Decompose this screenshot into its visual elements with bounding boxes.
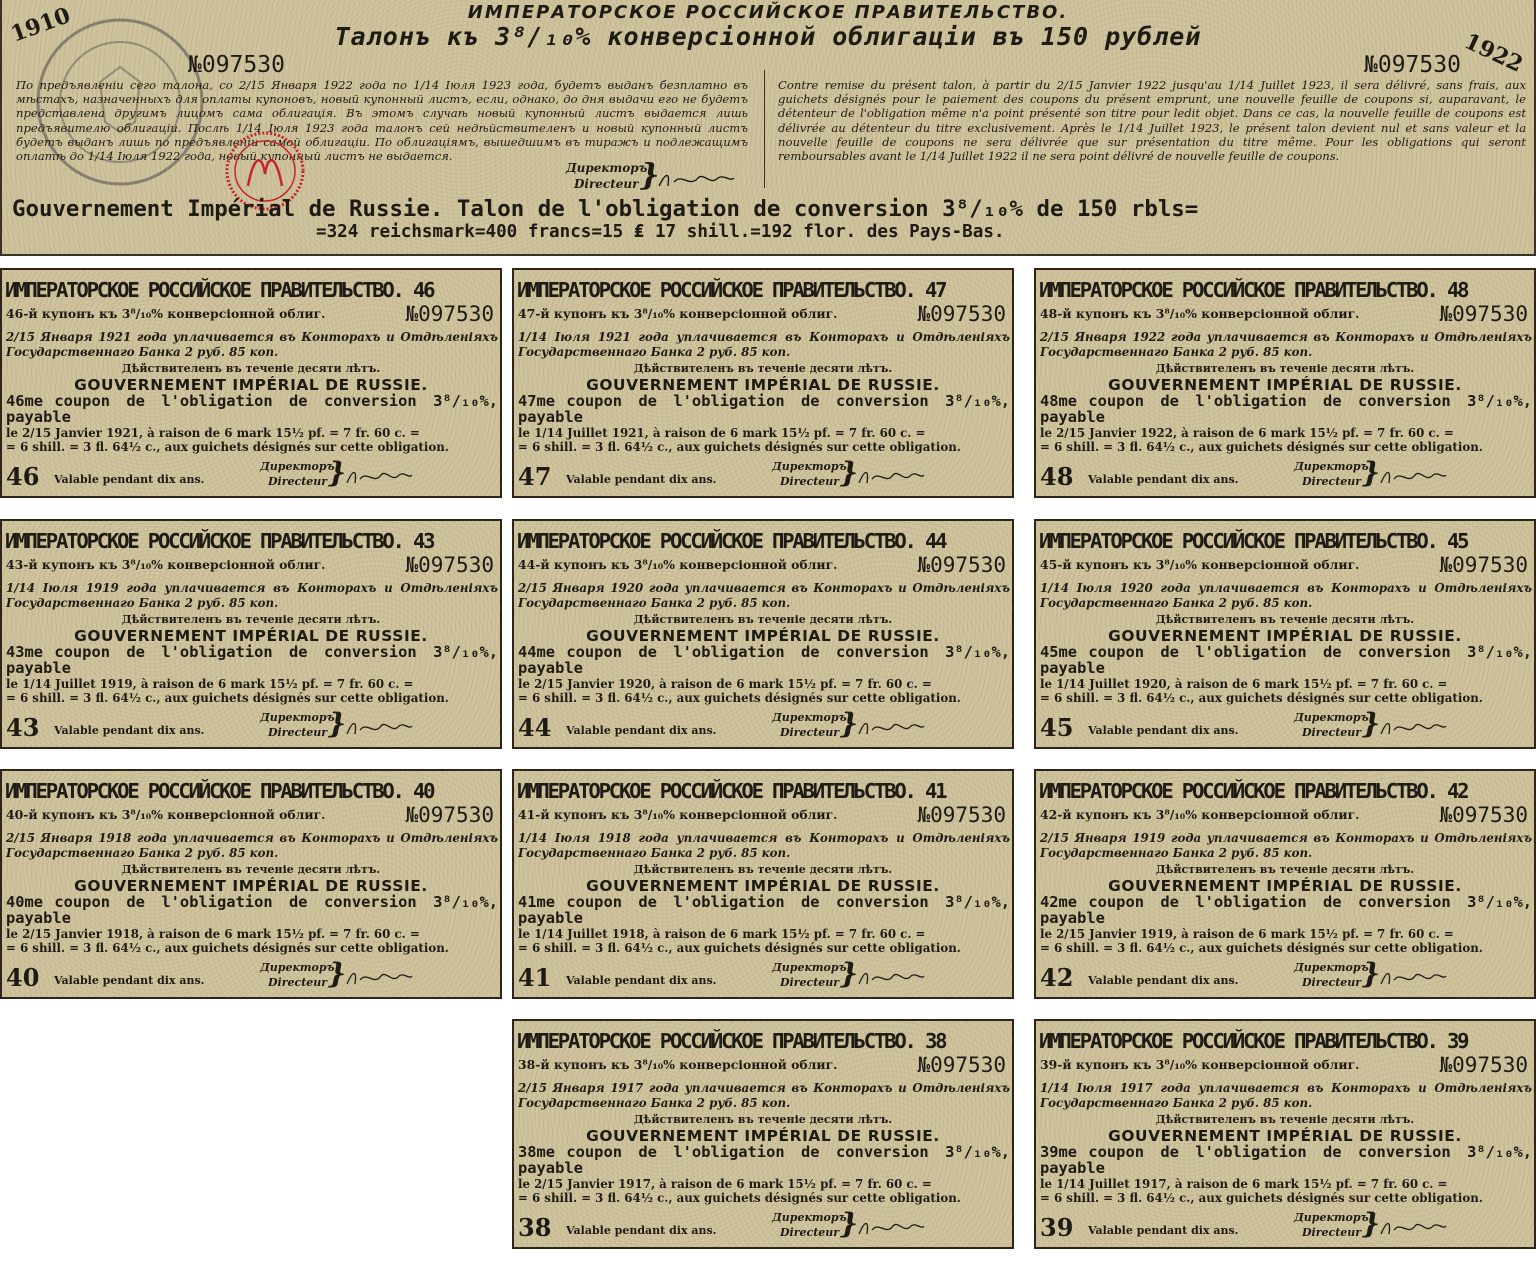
director-label-fr: Directeur [780,475,840,488]
coupon-director-signature [772,957,972,995]
coupon-payable-ru-text: уплачивается въ Конторахъ и Отдѣленіяхъ Государственнаго Банка 2 руб. 85 коп. [518,330,1011,359]
coupon-date-ru: 2/15 Января 1918 года [6,831,168,845]
talon-equivalence: =324 reichsmark=400 francs=15 ₤ 17 shill.=192 flor. des Pays-Bas. [316,222,1005,242]
coupon-rest-fr: coupon de l'obligation de conversion 3⁸/₁₀%, payable [1040,893,1533,927]
coupon-date-fr: le 2/15 Janvier 1920 [518,676,651,691]
coupon-number: 41 [518,963,552,992]
coupon-serial-number: №097530 [917,553,1006,577]
coupon-government-fr: GOUVERNEMENT IMPÉRIAL DE RUSSIE. [1108,376,1462,394]
coupon-number: 44 [518,713,552,742]
coupon-date-fr: le 1/14 Juillet 1919 [6,676,133,691]
coupon-date-fr: le 2/15 Janvier 1919 [1040,926,1173,941]
coupon-last-fr: = 6 shill. = 3 fl. 64½ c., aux guichets désignés sur cette obligation. [6,941,449,956]
coupon-valid-ru: Дѣйствителенъ въ теченіе десяти лѣтъ. [121,863,381,876]
coupon-government-ru: ИМПЕРАТОРСКОЕ РОССИЙСКОЕ ПРАВИТЕЛЬСТВО. [1039,278,1437,302]
director-label-ru: Директоръ [260,711,335,724]
coupon-header [5,529,433,553]
coupon-ordinal-fr: 41me [518,893,556,911]
coupon-director-signature [260,957,460,995]
coupon-46 [0,268,502,498]
coupon-text-fr [1040,1145,1532,1206]
coupon-government-fr: GOUVERNEMENT IMPÉRIAL DE RUSSIE. [74,376,428,394]
coupon-number: 39 [1040,1213,1074,1242]
director-label-ru: Директоръ [1294,460,1369,473]
coupon-valid-ru: Дѣйствителенъ въ теченіе десяти лѣтъ. [633,613,893,626]
coupon-header-number: 42 [1446,779,1468,803]
director-label-ru: Директоръ [260,460,335,473]
coupon-valid-fr: Valable pendant dix ans. [1088,974,1239,987]
coupon-header-number: 43 [412,529,434,553]
coupon-government-fr: GOUVERNEMENT IMPÉRIAL DE RUSSIE. [586,376,940,394]
coupon-payable-ru-text: уплачивается въ Конторахъ и Отдѣленіяхъ Государственнаго Банка 2 руб. 85 коп. [6,831,498,860]
coupon-rest-fr: coupon de l'obligation de conversion 3⁸/₁₀%, payable [6,643,499,677]
coupon-rest-fr: coupon de l'obligation de conversion 3⁸/₁₀%, payable [518,392,1011,426]
signature-icon [1378,1217,1448,1239]
coupon-valid-fr: Valable pendant dix ans. [54,473,205,486]
coupon-rate-fr: , à raison de 6 mark 15½ pf. = 7 fr. 60 c. = [1172,926,1454,941]
coupon-last-fr: = 6 shill. = 3 fl. 64½ c., aux guichets désignés sur cette obligation. [518,691,961,706]
coupon-48 [1034,268,1536,498]
coupon-serial-number: №097530 [917,1053,1006,1077]
coupon-last-fr: = 6 shill. = 3 fl. 64½ c., aux guichets désignés sur cette obligation. [518,1191,961,1206]
talon-divider [764,70,765,188]
coupon-date-fr: le 1/14 Juillet 1917 [1040,1176,1167,1191]
coupon-header [1039,779,1467,803]
coupon-date-ru: 1/14 Іюля 1917 года [1040,1081,1191,1095]
coupon-payable-ru-text: уплачивается въ Конторахъ и Отдѣленіяхъ Государственнаго Банка 2 руб. 85 коп. [518,581,1010,610]
coupon-director-signature [260,456,460,494]
coupon-text-fr [6,394,498,455]
coupon-43 [0,519,502,749]
signature-icon [1378,717,1448,739]
talon-number-left: №097530 [188,52,285,78]
talon-director-signature [564,158,764,197]
brace-icon: } [840,707,859,740]
coupon-valid-ru: Дѣйствителенъ въ теченіе десяти лѣтъ. [1155,863,1415,876]
director-label-fr: Directeur [574,177,639,191]
coupon-text-fr [6,645,498,706]
talon-text-fr: Contre remise du présent talon, à partir du 2/15 Janvier 1922 jusqu'au 1/14 Juillet 1923, il sera délivré, sans frais, aux guichets désignés pour le paiement des coupons du présent emprunt, une nouvelle feuille de coupons si, auparavant, le détenteur de l'obligation même n'a point présenté son titre pour ledit objet. Dans ce cas, la nouvelle feuille de coupons est délivrée au détenteur du titre exclusivement. Après le 1/14 Juillet 1923, le présent talon devient nul et sans valeur et la nouvelle feuille de coupons ne sera délivrée que sur présentation du titre même. Pour les obligations qui seront remboursables avant le 1/14 Juillet 1922 il ne sera point délivré de nouvelle feuille de coupons. [778,78,1526,164]
coupon-payable-ru-text: уплачивается въ Конторахъ и Отдѣленіяхъ Государственнаго Банка 2 руб. 85 коп. [1040,831,1532,860]
coupon-title: 43-й купонъ къ 3⁸/₁₀% конверсіонной облиг. [6,557,326,572]
coupon-ordinal-fr: 39me [1040,1143,1078,1161]
coupon-valid-ru: Дѣйствителенъ въ теченіе десяти лѣтъ. [633,362,893,375]
director-label-fr: Directeur [780,1226,840,1239]
coupon-government-ru: ИМПЕРАТОРСКОЕ РОССИЙСКОЕ ПРАВИТЕЛЬСТВО. [517,779,915,803]
director-label-ru: Директоръ [1294,1211,1369,1224]
coupon-47 [512,268,1014,498]
coupon-ordinal-fr: 43me [6,643,44,661]
coupon-valid-ru: Дѣйствителенъ въ теченіе десяти лѣтъ. [1155,1113,1415,1126]
director-label-ru: Директоръ [772,711,847,724]
director-label-fr: Directeur [268,726,328,739]
coupon-last-fr: = 6 shill. = 3 fl. 64½ c., aux guichets désignés sur cette obligation. [518,440,961,455]
coupon-header-number: 39 [1446,1029,1468,1053]
coupon-payable-ru-text: уплачивается въ Конторахъ и Отдѣленіяхъ Государственнаго Банка 2 руб. 85 коп. [6,581,499,610]
coupon-41 [512,769,1014,999]
coupon-valid-fr: Valable pendant dix ans. [566,1224,717,1237]
coupon-text-fr [1040,645,1532,706]
coupon-rate-fr: , à raison de 6 mark 15½ pf. = 7 fr. 60 c. = [1172,425,1454,440]
coupon-text-fr [1040,895,1532,956]
coupon-rest-fr: coupon de l'obligation de conversion 3⁸/₁₀%, payable [6,893,499,927]
director-label-ru: Директоръ [1294,711,1369,724]
coupon-valid-fr: Valable pendant dix ans. [1088,473,1239,486]
coupon-rate-fr: , à raison de 6 mark 15½ pf. = 7 fr. 60 c. = [138,425,420,440]
coupon-ordinal-fr: 44me [518,643,556,661]
talon-number-right: №097530 [1364,52,1461,78]
coupon-serial-number: №097530 [405,302,494,326]
coupon-government-fr: GOUVERNEMENT IMPÉRIAL DE RUSSIE. [74,877,428,895]
coupon-header-number: 45 [1446,529,1468,553]
coupon-valid-fr: Valable pendant dix ans. [1088,724,1239,737]
talon-year-left: 1910 [7,2,74,48]
coupon-ordinal-fr: 48me [1040,392,1078,410]
talon-header [0,0,1536,256]
coupon-government-fr: GOUVERNEMENT IMPÉRIAL DE RUSSIE. [1108,1127,1462,1145]
coupon-39 [1034,1019,1536,1249]
coupon-header-number: 38 [924,1029,946,1053]
coupon-payable-ru-text: уплачивается въ Конторахъ и Отдѣленіяхъ Государственнаго Банка 2 руб. 85 коп. [6,330,498,359]
coupon-number: 45 [1040,713,1074,742]
coupon-title: 41-й купонъ къ 3⁸/₁₀% конверсіонной облиг. [518,807,838,822]
talon-title-ru: Талонъ къ 3⁸/₁₀% конверсіонной облигаціи въ 150 рублей [334,22,1202,51]
coupon-payable-ru [518,330,1010,359]
coupon-date-ru: 1/14 Іюля 1920 года [1040,581,1191,595]
coupon-ordinal-fr: 42me [1040,893,1078,911]
director-label-fr: Directeur [1302,976,1362,989]
coupon-rate-fr: , à raison de 6 mark 15½ pf. = 7 fr. 60 c. = [650,1176,932,1191]
coupon-text-fr [518,645,1010,706]
coupon-valid-fr: Valable pendant dix ans. [1088,1224,1239,1237]
coupon-government-fr: GOUVERNEMENT IMPÉRIAL DE RUSSIE. [586,1127,940,1145]
coupon-rest-fr: coupon de l'obligation de conversion 3⁸/₁₀%, payable [1040,643,1533,677]
coupon-header-number: 47 [924,278,946,302]
coupon-serial-number: №097530 [1439,803,1528,827]
coupon-title: 45-й купонъ къ 3⁸/₁₀% конверсіонной облиг. [1040,557,1360,572]
coupon-director-signature [772,1207,972,1245]
coupon-government-ru: ИМПЕРАТОРСКОЕ РОССИЙСКОЕ ПРАВИТЕЛЬСТВО. [1039,529,1437,553]
coupon-valid-fr: Valable pendant dix ans. [566,974,717,987]
coupon-title: 38-й купонъ къ 3⁸/₁₀% конверсіонной облиг. [518,1057,838,1072]
coupon-valid-ru: Дѣйствителенъ въ теченіе десяти лѣтъ. [121,613,381,626]
coupon-rate-fr: , à raison de 6 mark 15½ pf. = 7 fr. 60 c. = [644,425,926,440]
coupon-header [517,278,945,302]
coupon-last-fr: = 6 shill. = 3 fl. 64½ c., aux guichets désignés sur cette obligation. [518,941,961,956]
coupon-title: 48-й купонъ къ 3⁸/₁₀% конверсіонной облиг. [1040,306,1360,321]
coupon-payable-ru [518,581,1010,610]
coupon-government-fr: GOUVERNEMENT IMPÉRIAL DE RUSSIE. [74,627,428,645]
coupon-header [5,779,433,803]
director-label-fr: Directeur [268,976,328,989]
coupon-payable-ru [6,831,498,860]
talon-government-ru: ИМПЕРАТОРСКОЕ РОССИЙСКОЕ ПРАВИТЕЛЬСТВО. [467,2,1069,23]
coupon-number: 47 [518,462,552,491]
coupon-42 [1034,769,1536,999]
coupon-last-fr: = 6 shill. = 3 fl. 64½ c., aux guichets désignés sur cette obligation. [6,691,449,706]
brace-icon: } [840,1207,859,1240]
coupon-date-fr: le 1/14 Juillet 1918 [518,926,645,941]
coupon-valid-fr: Valable pendant dix ans. [566,724,717,737]
coupon-government-ru: ИМПЕРАТОРСКОЕ РОССИЙСКОЕ ПРАВИТЕЛЬСТВО. [517,278,915,302]
coupon-date-fr: le 1/14 Juillet 1920 [1040,676,1167,691]
coupon-header [5,278,433,302]
signature-icon [344,717,414,739]
coupon-government-ru: ИМПЕРАТОРСКОЕ РОССИЙСКОЕ ПРАВИТЕЛЬСТВО. [1039,1029,1437,1053]
coupon-text-fr [6,895,498,956]
coupon-text-fr [518,1145,1010,1206]
brace-icon: } [840,456,859,489]
coupon-ordinal-fr: 40me [6,893,44,911]
coupon-valid-ru: Дѣйствителенъ въ теченіе десяти лѣтъ. [121,362,381,375]
coupon-rest-fr: coupon de l'obligation de conversion 3⁸/₁₀%, payable [518,1143,1011,1177]
brace-icon: } [328,456,347,489]
coupon-payable-ru-text: уплачивается въ Конторахъ и Отдѣленіяхъ Государственнаго Банка 2 руб. 85 коп. [1040,1081,1533,1110]
coupon-last-fr: = 6 shill. = 3 fl. 64½ c., aux guichets désignés sur cette obligation. [1040,941,1483,956]
coupon-text-fr [518,394,1010,455]
coupon-rest-fr: coupon de l'obligation de conversion 3⁸/₁₀%, payable [518,893,1011,927]
coupon-number: 46 [6,462,40,491]
coupon-government-fr: GOUVERNEMENT IMPÉRIAL DE RUSSIE. [1108,877,1462,895]
coupon-valid-ru: Дѣйствителенъ въ теченіе десяти лѣтъ. [633,1113,893,1126]
coupon-date-fr: le 2/15 Janvier 1917 [518,1176,651,1191]
brace-icon: } [840,957,859,990]
talon-text-ru: По предъявленіи сего талона, со 2/15 Января 1922 года по 1/14 Іюля 1923 года, будетъ выданъ безплатно въ мѣстахъ, назначенныхъ для оплаты купоновъ, новый купонный листъ, если, однако, до дня выдачи его не будетъ представлена другимъ лицомъ сама облигація. Въ этомъ случаѣ новый купонный листъ выдается лишь предъявителю облигаціи. Послѣ 1/14 Іюля 1923 года талонъ сей недѣйствителенъ и новый купонный листъ будетъ выданъ лишь по предъявленіи самой облигаціи. По облигаціямъ, вышедшимъ въ тиражъ и подлежащимъ оплатѣ до 1/14 Іюля 1922 года, новый купонный листъ не выдается. [16,78,748,164]
coupon-last-fr: = 6 shill. = 3 fl. 64½ c., aux guichets désignés sur cette obligation. [1040,691,1483,706]
coupon-date-fr: le 2/15 Janvier 1918 [6,926,139,941]
coupon-payable-ru-text: уплачивается въ Конторахъ и Отдѣленіяхъ Государственнаго Банка 2 руб. 85 коп. [518,831,1011,860]
coupon-valid-fr: Valable pendant dix ans. [54,724,205,737]
director-label-fr: Directeur [780,726,840,739]
coupon-header-number: 46 [412,278,434,302]
coupon-header-number: 41 [924,779,946,803]
coupon-last-fr: = 6 shill. = 3 fl. 64½ c., aux guichets désignés sur cette obligation. [1040,1191,1483,1206]
coupon-date-ru: 1/14 Іюля 1921 года [518,330,669,344]
brace-icon: } [640,158,660,193]
coupon-government-fr: GOUVERNEMENT IMPÉRIAL DE RUSSIE. [586,877,940,895]
coupon-valid-ru: Дѣйствителенъ въ теченіе десяти лѣтъ. [1155,613,1415,626]
coupon-rate-fr: , à raison de 6 mark 15½ pf. = 7 fr. 60 c. = [1166,1176,1448,1191]
coupon-valid-ru: Дѣйствителенъ въ теченіе десяти лѣтъ. [1155,362,1415,375]
coupon-header [517,1029,945,1053]
coupon-number: 38 [518,1213,552,1242]
coupon-number: 43 [6,713,40,742]
signature-icon [856,1217,926,1239]
coupon-serial-number: №097530 [917,803,1006,827]
coupon-government-fr: GOUVERNEMENT IMPÉRIAL DE RUSSIE. [1108,627,1462,645]
director-label-ru: Директоръ [772,460,847,473]
coupon-payable-ru [1040,1081,1532,1110]
coupon-rest-fr: coupon de l'obligation de conversion 3⁸/₁₀%, payable [1040,392,1533,426]
coupon-rate-fr: , à raison de 6 mark 15½ pf. = 7 fr. 60 c. = [138,926,420,941]
coupon-serial-number: №097530 [1439,1053,1528,1077]
coupon-government-ru: ИМПЕРАТОРСКОЕ РОССИЙСКОЕ ПРАВИТЕЛЬСТВО. [517,1029,915,1053]
coupon-rate-fr: , à raison de 6 mark 15½ pf. = 7 fr. 60 c. = [644,926,926,941]
signature-icon [344,466,414,488]
coupon-payable-ru [6,581,498,610]
coupon-title: 42-й купонъ къ 3⁸/₁₀% конверсіонной облиг. [1040,807,1360,822]
coupon-government-fr: GOUVERNEMENT IMPÉRIAL DE RUSSIE. [586,627,940,645]
coupon-date-ru: 2/15 Января 1917 года [518,1081,680,1095]
coupon-serial-number: №097530 [1439,302,1528,326]
coupon-header [1039,278,1467,302]
brace-icon: } [328,957,347,990]
coupon-valid-fr: Valable pendant dix ans. [566,473,717,486]
brace-icon: } [1362,707,1381,740]
coupon-serial-number: №097530 [1439,553,1528,577]
coupon-title: 39-й купонъ къ 3⁸/₁₀% конверсіонной облиг. [1040,1057,1360,1072]
signature-icon [1378,466,1448,488]
brace-icon: } [1362,456,1381,489]
coupon-text-fr [518,895,1010,956]
coupon-government-ru: ИМПЕРАТОРСКОЕ РОССИЙСКОЕ ПРАВИТЕЛЬСТВО. [5,529,403,553]
coupon-number: 40 [6,963,40,992]
coupon-serial-number: №097530 [405,553,494,577]
coupon-40 [0,769,502,999]
coupon-ordinal-fr: 46me [6,392,44,410]
coupon-payable-ru [518,1081,1010,1110]
director-label-ru: Директоръ [260,961,335,974]
coupon-ordinal-fr: 47me [518,392,556,410]
coupon-rest-fr: coupon de l'obligation de conversion 3⁸/₁₀%, payable [518,643,1011,677]
coupon-payable-ru-text: уплачивается въ Конторахъ и Отдѣленіяхъ Государственнаго Банка 2 руб. 85 коп. [1040,581,1533,610]
signature-icon [856,967,926,989]
director-label-fr: Directeur [780,976,840,989]
coupon-date-fr: le 2/15 Janvier 1922 [1040,425,1173,440]
coupon-payable-ru-text: уплачивается въ Конторахъ и Отдѣленіяхъ Государственнаго Банка 2 руб. 85 коп. [518,1081,1010,1110]
coupon-government-ru: ИМПЕРАТОРСКОЕ РОССИЙСКОЕ ПРАВИТЕЛЬСТВО. [1039,779,1437,803]
coupon-director-signature [1294,707,1494,745]
coupon-header [517,529,945,553]
director-label-ru: Директоръ [566,161,648,175]
coupon-valid-ru: Дѣйствителенъ въ теченіе десяти лѣтъ. [633,863,893,876]
coupon-45 [1034,519,1536,749]
coupon-ordinal-fr: 45me [1040,643,1078,661]
coupon-header [517,779,945,803]
signature-icon [656,169,736,191]
signature-icon [856,717,926,739]
coupon-date-fr: le 1/14 Juillet 1921 [518,425,645,440]
signature-icon [344,967,414,989]
coupon-38 [512,1019,1014,1249]
coupon-number: 48 [1040,462,1074,491]
coupon-payable-ru-text: уплачивается въ Конторахъ и Отдѣленіяхъ Государственнаго Банка 2 руб. 85 коп. [1040,330,1532,359]
coupon-director-signature [260,707,460,745]
coupon-text-fr [1040,394,1532,455]
coupon-header-number: 48 [1446,278,1468,302]
brace-icon: } [328,707,347,740]
director-label-ru: Директоръ [772,1211,847,1224]
coupon-government-ru: ИМПЕРАТОРСКОЕ РОССИЙСКОЕ ПРАВИТЕЛЬСТВО. [5,278,403,302]
coupon-title: 47-й купонъ къ 3⁸/₁₀% конверсіонной облиг. [518,306,838,321]
coupon-header [1039,529,1467,553]
coupon-government-ru: ИМПЕРАТОРСКОЕ РОССИЙСКОЕ ПРАВИТЕЛЬСТВО. [5,779,403,803]
coupon-date-fr: le 2/15 Janvier 1921 [6,425,139,440]
coupon-rate-fr: , à raison de 6 mark 15½ pf. = 7 fr. 60 c. = [650,676,932,691]
coupon-payable-ru [1040,831,1532,860]
coupon-date-ru: 2/15 Января 1920 года [518,581,680,595]
director-label-fr: Directeur [1302,1226,1362,1239]
coupon-title: 44-й купонъ къ 3⁸/₁₀% конверсіонной облиг. [518,557,838,572]
director-label-fr: Directeur [268,475,328,488]
coupon-44 [512,519,1014,749]
coupon-director-signature [772,707,972,745]
signature-icon [856,466,926,488]
coupon-date-ru: 1/14 Іюля 1918 года [518,831,669,845]
coupon-rate-fr: , à raison de 6 mark 15½ pf. = 7 fr. 60 c. = [132,676,414,691]
signature-icon [1378,967,1448,989]
coupon-number: 42 [1040,963,1074,992]
director-label-fr: Directeur [1302,726,1362,739]
talon-government-fr: Gouvernement Impérial de Russie. Talon de l'obligation de conversion 3⁸/₁₀% de 150 rbls= [12,196,1199,222]
brace-icon: } [1362,1207,1381,1240]
coupon-government-ru: ИМПЕРАТОРСКОЕ РОССИЙСКОЕ ПРАВИТЕЛЬСТВО. [517,529,915,553]
coupon-payable-ru [6,330,498,359]
brace-icon: } [1362,957,1381,990]
director-label-ru: Директоръ [772,961,847,974]
coupon-header-number: 44 [924,529,946,553]
coupon-title: 40-й купонъ къ 3⁸/₁₀% конверсіонной облиг. [6,807,326,822]
coupon-valid-fr: Valable pendant dix ans. [54,974,205,987]
coupon-header-number: 40 [412,779,434,803]
coupon-last-fr: = 6 shill. = 3 fl. 64½ c., aux guichets désignés sur cette obligation. [6,440,449,455]
coupon-title: 46-й купонъ къ 3⁸/₁₀% конверсіонной облиг. [6,306,326,321]
talon-year-right: 1922 [1460,28,1527,78]
coupon-date-ru: 2/15 Января 1922 года [1040,330,1202,344]
coupon-director-signature [1294,1207,1494,1245]
coupon-header [1039,1029,1467,1053]
coupon-director-signature [772,456,972,494]
coupon-payable-ru [1040,581,1532,610]
coupon-serial-number: №097530 [917,302,1006,326]
coupon-director-signature [1294,456,1494,494]
director-label-fr: Directeur [1302,475,1362,488]
coupon-last-fr: = 6 shill. = 3 fl. 64½ c., aux guichets désignés sur cette obligation. [1040,440,1483,455]
coupon-rest-fr: coupon de l'obligation de conversion 3⁸/₁₀%, payable [1040,1143,1533,1177]
coupon-director-signature [1294,957,1494,995]
coupon-rest-fr: coupon de l'obligation de conversion 3⁸/₁₀%, payable [6,392,499,426]
coupon-date-ru: 2/15 Января 1921 года [6,330,168,344]
coupon-payable-ru [518,831,1010,860]
coupon-serial-number: №097530 [405,803,494,827]
coupon-ordinal-fr: 38me [518,1143,556,1161]
coupon-date-ru: 2/15 Января 1919 года [1040,831,1202,845]
coupon-date-ru: 1/14 Іюля 1919 года [6,581,157,595]
coupon-rate-fr: , à raison de 6 mark 15½ pf. = 7 fr. 60 c. = [1166,676,1448,691]
coupon-payable-ru [1040,330,1532,359]
director-label-ru: Директоръ [1294,961,1369,974]
